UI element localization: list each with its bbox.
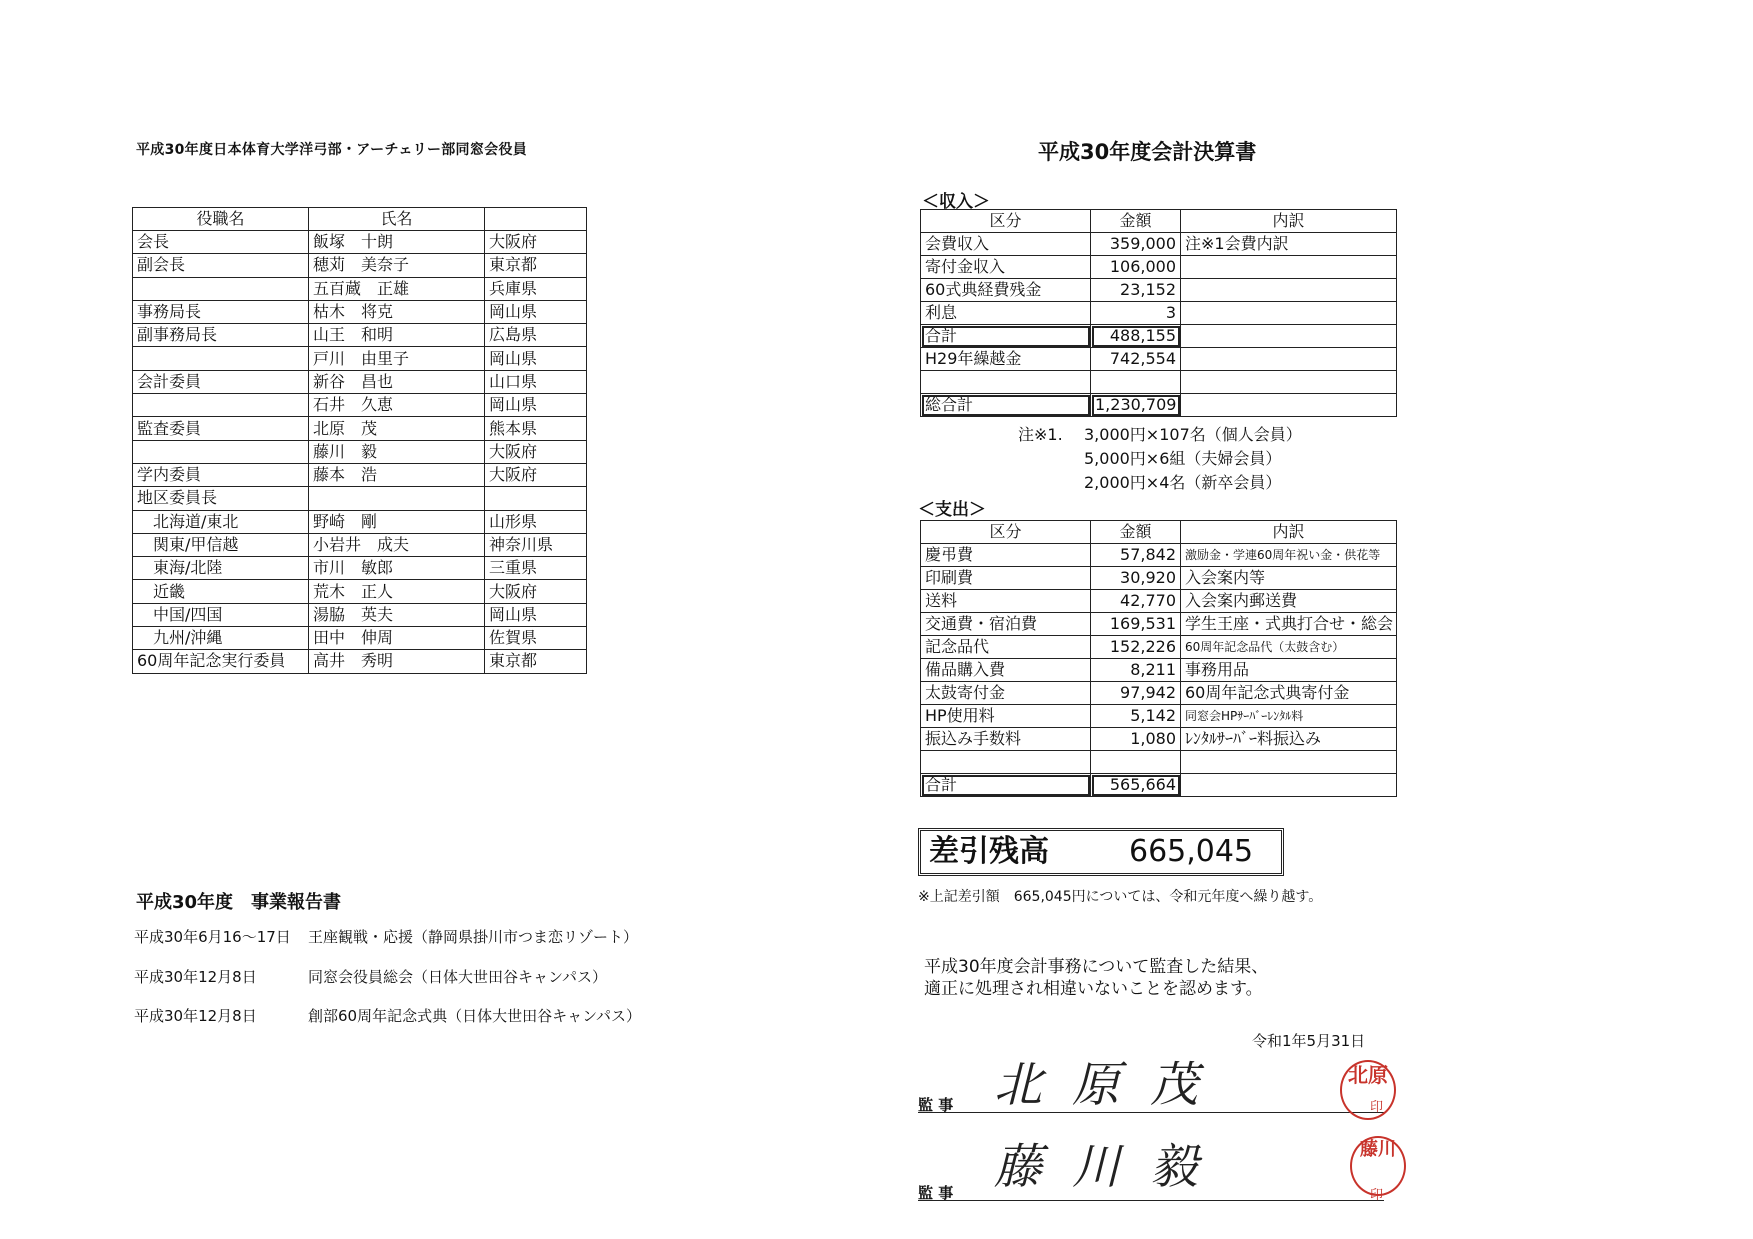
income-category: 寄付金収入 (921, 256, 1091, 279)
officer-role: 地区委員長 (133, 487, 309, 510)
income-breakdown (1181, 394, 1397, 417)
officer-prefecture: 東京都 (485, 650, 587, 673)
officer-role (133, 440, 309, 463)
expense-amount: 152,226 (1091, 636, 1181, 659)
officer-name: 高井 秀明 (309, 650, 485, 673)
officer-row (133, 347, 587, 370)
income-amount: 488,155 (1091, 325, 1181, 348)
officer-role (133, 347, 309, 370)
income-category (921, 371, 1091, 394)
officer-prefecture: 岡山県 (485, 394, 587, 417)
officer-prefecture: 岡山県 (485, 603, 587, 626)
expense-breakdown (1181, 751, 1397, 774)
expense-breakdown (1181, 774, 1397, 797)
officer-prefecture: 熊本県 (485, 417, 587, 440)
officer-name: 湯脇 英夫 (309, 603, 485, 626)
expense-header-row (921, 521, 1397, 544)
income-breakdown (1181, 302, 1397, 325)
officer-name: 田中 伸周 (309, 627, 485, 650)
expense-row (921, 751, 1397, 774)
officer-role: 関東/甲信越 (133, 533, 309, 556)
income-breakdown (1181, 371, 1397, 394)
officer-role: 会計委員 (133, 370, 309, 393)
expense-row (921, 728, 1397, 751)
officer-prefecture: 岡山県 (485, 347, 587, 370)
income-row (921, 325, 1397, 348)
income-amount: 106,000 (1091, 256, 1181, 279)
note-line: 5,000円×6組（夫婦会員） (1084, 449, 1282, 468)
accounts-title: 平成30年度会計決算書 (1038, 140, 1257, 164)
officer-role: 学内委員 (133, 463, 309, 486)
income-amount: 23,152 (1091, 279, 1181, 302)
auditor-seal: 北原 (1340, 1060, 1396, 1120)
income-row (921, 279, 1397, 302)
officer-prefecture: 三重県 (485, 557, 587, 580)
income-amount: 742,554 (1091, 348, 1181, 371)
seal-mark: 印 (1370, 1100, 1384, 1115)
note-line: 2,000円×4名（新卒会員） (1084, 473, 1282, 492)
officer-name: 戸川 由里子 (309, 347, 485, 370)
expense-category (921, 751, 1091, 774)
report-event: 同窓会役員総会（日体大世田谷キャンパス） (308, 968, 607, 986)
report-date: 平成30年12月8日 (134, 968, 257, 986)
officer-row (133, 394, 587, 417)
expense-breakdown: 60周年記念品代（太鼓含む） (1181, 636, 1397, 659)
expense-row (921, 567, 1397, 590)
income-row (921, 371, 1397, 394)
expense-breakdown: 入会案内等 (1181, 567, 1397, 590)
expense-amount: 30,920 (1091, 567, 1181, 590)
officer-prefecture: 兵庫県 (485, 277, 587, 300)
income-amount: 359,000 (1091, 233, 1181, 256)
expense-category: 慶弔費 (921, 544, 1091, 567)
officer-name: 五百蔵 正雄 (309, 277, 485, 300)
expense-row (921, 636, 1397, 659)
officer-role (133, 277, 309, 300)
report-item (134, 1005, 694, 1027)
report-title: 平成30年度 事業報告書 (136, 892, 342, 913)
officer-row (133, 324, 587, 347)
officer-role: 監査委員 (133, 417, 309, 440)
audit-statement-line: 平成30年度会計事務について監査した結果、 (924, 957, 1269, 977)
officer-row (133, 557, 587, 580)
expense-category: 記念品代 (921, 636, 1091, 659)
officer-name: 石井 久恵 (309, 394, 485, 417)
carry-over-note: ※上記差引額 665,045円については、令和元年度へ繰り越す。 (918, 889, 1323, 905)
expense-amount: 97,942 (1091, 682, 1181, 705)
expense-breakdown: ﾚﾝﾀﾙｻｰﾊﾞｰ料振込み (1181, 728, 1397, 751)
income-row (921, 394, 1397, 417)
income-breakdown: 注※1会費内訳 (1181, 233, 1397, 256)
header-role: 役職名 (133, 208, 309, 231)
report-date: 平成30年6月16～17日 (134, 928, 291, 946)
income-amount: 3 (1091, 302, 1181, 325)
balance-label: 差引残高 (929, 834, 1049, 869)
officer-name: 山王 和明 (309, 324, 485, 347)
income-breakdown (1181, 325, 1397, 348)
officer-prefecture (485, 487, 587, 510)
income-row (921, 348, 1397, 371)
officer-row (133, 417, 587, 440)
auditor-seal: 藤川 (1350, 1136, 1406, 1196)
balance-box (918, 828, 1284, 876)
auditor-signature: 北原茂 (994, 1057, 1229, 1113)
audit-statement (924, 956, 1268, 1000)
expense-amount: 5,142 (1091, 705, 1181, 728)
officer-prefecture: 山形県 (485, 510, 587, 533)
officer-role: 北海道/東北 (133, 510, 309, 533)
officer-row (133, 370, 587, 393)
officer-prefecture: 大阪府 (485, 463, 587, 486)
officer-prefecture: 広島県 (485, 324, 587, 347)
officer-name: 荒木 正人 (309, 580, 485, 603)
expense-category: HP使用料 (921, 705, 1091, 728)
expense-amount: 565,664 (1091, 774, 1181, 797)
expense-breakdown: 激励金・学連60周年祝い金・供花等 (1181, 544, 1397, 567)
header-prefecture (485, 208, 587, 231)
expense-label: ＜支出＞ (918, 500, 986, 520)
signature-line (918, 1200, 1384, 1201)
expense-row (921, 705, 1397, 728)
officer-row (133, 533, 587, 556)
expense-category: 太鼓寄付金 (921, 682, 1091, 705)
officer-name: 小岩井 成夫 (309, 533, 485, 556)
income-row (921, 302, 1397, 325)
income-amount: 1,230,709 (1091, 394, 1181, 417)
officer-prefecture: 東京都 (485, 254, 587, 277)
report-item (134, 966, 694, 988)
expense-category: 交通費・宿泊費 (921, 613, 1091, 636)
officer-prefecture: 大阪府 (485, 580, 587, 603)
header-breakdown: 内訳 (1181, 210, 1397, 233)
header-name: 氏名 (309, 208, 485, 231)
expense-category: 印刷費 (921, 567, 1091, 590)
officer-prefecture: 神奈川県 (485, 533, 587, 556)
officer-name: 野崎 剛 (309, 510, 485, 533)
officer-role: 副会長 (133, 254, 309, 277)
income-category: 60式典経費残金 (921, 279, 1091, 302)
expense-amount: 42,770 (1091, 590, 1181, 613)
expense-amount (1091, 751, 1181, 774)
officer-role: 中国/四国 (133, 603, 309, 626)
note-label: 注※1. (1018, 425, 1063, 444)
expense-row (921, 590, 1397, 613)
income-label: ＜収入＞ (922, 192, 990, 212)
expense-amount: 169,531 (1091, 613, 1181, 636)
income-breakdown (1181, 279, 1397, 302)
officer-role: 近畿 (133, 580, 309, 603)
audit-date: 令和1年5月31日 (1252, 1032, 1366, 1050)
income-category: 合計 (921, 325, 1091, 348)
auditor-label: 監 事 (918, 1184, 954, 1202)
officer-row (133, 277, 587, 300)
expense-row (921, 544, 1397, 567)
note-line: 3,000円×107名（個人会員） (1084, 425, 1302, 444)
officer-name: 市川 敏郎 (309, 557, 485, 580)
officer-prefecture: 佐賀県 (485, 627, 587, 650)
header-category: 区分 (921, 521, 1091, 544)
expense-row (921, 659, 1397, 682)
balance-value: 665,045 (1129, 834, 1254, 869)
expense-category: 合計 (921, 774, 1091, 797)
expense-table (920, 520, 1397, 797)
auditor-signature: 藤川毅 (994, 1139, 1229, 1195)
officer-row (133, 231, 587, 254)
expense-amount: 1,080 (1091, 728, 1181, 751)
income-row (921, 233, 1397, 256)
expense-row (921, 613, 1397, 636)
officer-role: 60周年記念実行委員 (133, 650, 309, 673)
seal-mark: 印 (1370, 1188, 1384, 1203)
officers-title: 平成30年度日本体育大学洋弓部・アーチェリー部同窓会役員 (136, 142, 528, 158)
officer-prefecture: 大阪府 (485, 440, 587, 463)
officer-name: 飯塚 十朗 (309, 231, 485, 254)
officer-name (309, 487, 485, 510)
income-header-row (921, 210, 1397, 233)
auditor-label: 監 事 (918, 1096, 954, 1114)
income-table (920, 209, 1397, 417)
expense-breakdown: 事務用品 (1181, 659, 1397, 682)
officer-row (133, 463, 587, 486)
income-category: 利息 (921, 302, 1091, 325)
officer-prefecture: 大阪府 (485, 231, 587, 254)
officer-row (133, 650, 587, 673)
income-category: 総合計 (921, 394, 1091, 417)
expense-category: 備品購入費 (921, 659, 1091, 682)
income-category: 会費収入 (921, 233, 1091, 256)
report-event: 王座観戦・応援（静岡県掛川市つま恋リゾート） (308, 928, 639, 946)
officer-prefecture: 岡山県 (485, 300, 587, 323)
officer-row (133, 254, 587, 277)
expense-category: 振込み手数料 (921, 728, 1091, 751)
officer-name: 新谷 昌也 (309, 370, 485, 393)
officer-row (133, 510, 587, 533)
officer-row (133, 300, 587, 323)
officer-name: 藤川 毅 (309, 440, 485, 463)
officer-role: 副事務局長 (133, 324, 309, 347)
expense-amount: 8,211 (1091, 659, 1181, 682)
officer-name: 穂苅 美奈子 (309, 254, 485, 277)
officer-name: 北原 茂 (309, 417, 485, 440)
expense-category: 送料 (921, 590, 1091, 613)
officer-row (133, 603, 587, 626)
expense-amount: 57,842 (1091, 544, 1181, 567)
officer-row (133, 627, 587, 650)
officer-prefecture: 山口県 (485, 370, 587, 393)
officer-role (133, 394, 309, 417)
expense-row (921, 774, 1397, 797)
header-breakdown: 内訳 (1181, 521, 1397, 544)
officer-row (133, 580, 587, 603)
report-item (134, 926, 694, 948)
income-breakdown (1181, 348, 1397, 371)
expense-row (921, 682, 1397, 705)
expense-breakdown: 60周年記念式典寄付金 (1181, 682, 1397, 705)
officer-role: 東海/北陸 (133, 557, 309, 580)
officer-role: 事務局長 (133, 300, 309, 323)
income-row (921, 256, 1397, 279)
audit-statement-line: 適正に処理され相違いないことを認めます。 (924, 979, 1263, 999)
expense-breakdown: 学生王座・式典打合せ・総会 (1181, 613, 1397, 636)
expense-breakdown: 同窓会HPｻｰﾊﾞｰﾚﾝﾀﾙ料 (1181, 705, 1397, 728)
income-breakdown (1181, 256, 1397, 279)
officer-row (133, 487, 587, 510)
officer-role: 九州/沖縄 (133, 627, 309, 650)
officer-role: 会長 (133, 231, 309, 254)
officers-header-row (133, 208, 587, 231)
header-amount: 金額 (1091, 521, 1181, 544)
income-category: H29年繰越金 (921, 348, 1091, 371)
income-amount (1091, 371, 1181, 394)
header-amount: 金額 (1091, 210, 1181, 233)
report-event: 創部60周年記念式典（日体大世田谷キャンパス） (308, 1007, 642, 1025)
report-date: 平成30年12月8日 (134, 1007, 257, 1025)
officer-name: 藤本 浩 (309, 463, 485, 486)
header-category: 区分 (921, 210, 1091, 233)
officer-name: 枯木 将克 (309, 300, 485, 323)
officer-row (133, 440, 587, 463)
officers-table (132, 207, 587, 674)
expense-breakdown: 入会案内郵送費 (1181, 590, 1397, 613)
